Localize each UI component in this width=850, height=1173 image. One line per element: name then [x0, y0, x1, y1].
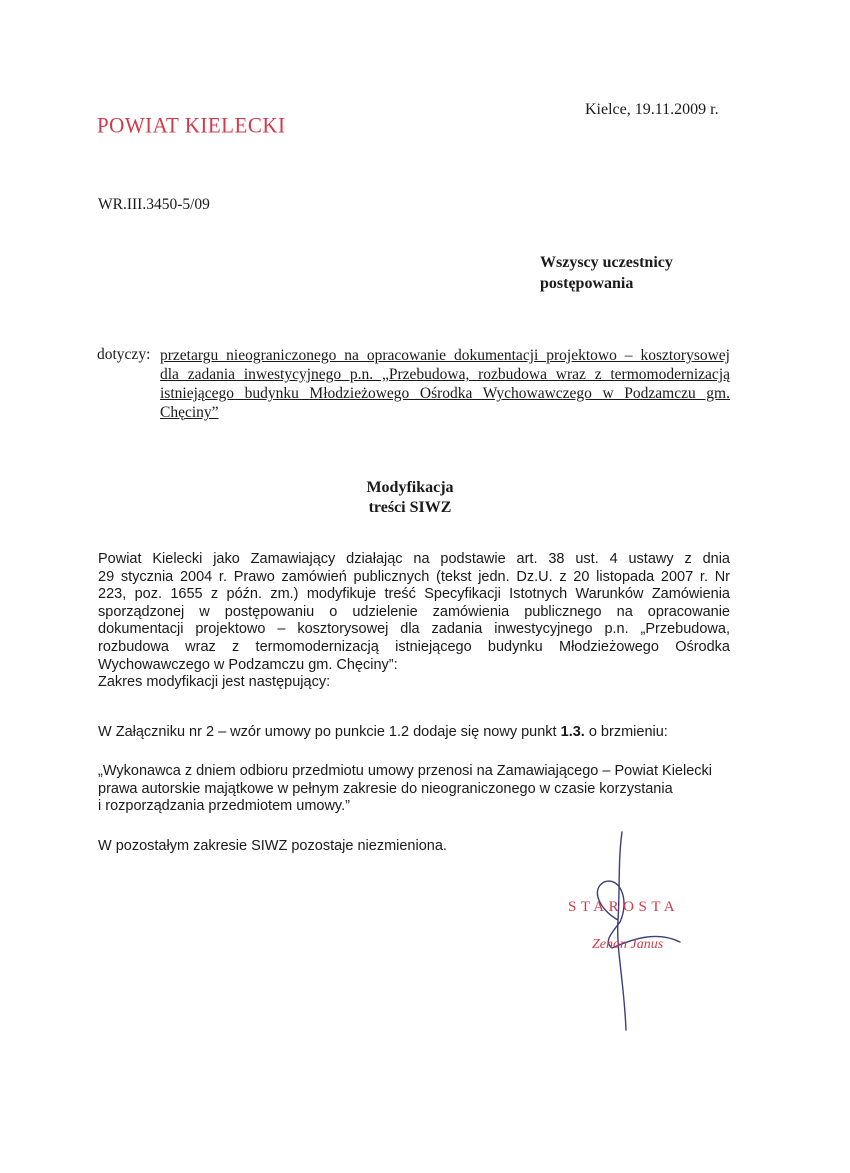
- letter-date: Kielce, 19.11.2009 r.: [585, 101, 719, 118]
- amendment-suffix: o brzmieniu:: [584, 724, 668, 740]
- handwritten-signature: [560, 830, 710, 1040]
- subject-line: dla zadania inwestycyjnego p.n. „Przebudowa, rozbudowa wraz z termomodernizacją: [160, 366, 730, 383]
- paragraph-line: dokumentacji projektowo – kosztorysowej dla zadania inwestycyjnego p.n. „Przebudowa,: [98, 621, 730, 638]
- subject-line: Chęciny”: [160, 404, 219, 421]
- paragraph-line: 29 stycznia 2004 r. Prawo zamówień publicznych (tekst jedn. Dz.U. z 20 listopada 2007 r. Nr: [98, 568, 730, 585]
- amendment-quote: [98, 763, 712, 816]
- subject-text: [160, 346, 730, 422]
- subject-line: przetargu nieograniczonego na opracowanie dokumentacji projektowo – kosztorysowej: [160, 347, 730, 364]
- paragraph-line: rozbudowa wraz z termomodernizacją istniejącego budynku Młodzieżowego Ośrodka: [98, 638, 730, 655]
- document-title-line: treści SIWZ: [368, 499, 452, 516]
- recipient-block: [540, 252, 673, 294]
- quote-line: „Wykonawca z dniem odbioru przedmiotu umowy przenosi na Zamawiającego – Powiat Kielecki: [98, 763, 712, 779]
- amendment-point: 1.3.: [560, 724, 585, 740]
- signatory-name-stamp: Zenon Janus: [592, 937, 664, 952]
- signatory-title-stamp: STAROSTA: [568, 899, 680, 915]
- document-title: [350, 478, 470, 518]
- institution-stamp: POWIAT KIELECKI: [97, 112, 286, 138]
- recipient-line: Wszyscy uczestnicy: [540, 254, 673, 271]
- quote-line: i rozporządzania przedmiotem umowy.”: [98, 798, 350, 814]
- recipient-line: postępowania: [540, 275, 634, 292]
- reference-number: WR.III.3450-5/09: [98, 196, 210, 213]
- subject-label: dotyczy:: [97, 346, 151, 363]
- paragraph-line: 223, poz. 1655 z późn. zm.) modyfikuje treść Specyfikacji Istotnych Warunków Zamówienia: [98, 586, 730, 603]
- document-title-line: Modyfikacja: [366, 479, 454, 496]
- quote-line: prawa autorskie majątkowe w pełnym zakresie do nieograniczonego w czasie korzystania: [98, 780, 673, 797]
- closing-line: W pozostałym zakresie SIWZ pozostaje niezmieniona.: [98, 838, 447, 854]
- amendment-line: [98, 724, 668, 740]
- paragraph-line: Zakres modyfikacji jest następujący:: [98, 674, 331, 691]
- subject-line: istniejącego budynku Młodzieżowego Ośrodka Wychowawczego w Podzamczu gm.: [160, 385, 730, 402]
- paragraph-line: Powiat Kielecki jako Zamawiający działając na podstawie art. 38 ust. 4 ustawy z dnia: [98, 551, 730, 567]
- paragraph-line: sporządzonej w postępowaniu o udzielenie zamówienia publicznego na opracowanie: [98, 603, 730, 620]
- paragraph-line: Wychowawczego w Podzamczu gm. Chęciny”:: [98, 656, 398, 673]
- main-paragraph: [98, 551, 730, 692]
- amendment-prefix: W Załączniku nr 2 – wzór umowy po punkcie 1.2 dodaje się nowy punkt: [98, 724, 561, 740]
